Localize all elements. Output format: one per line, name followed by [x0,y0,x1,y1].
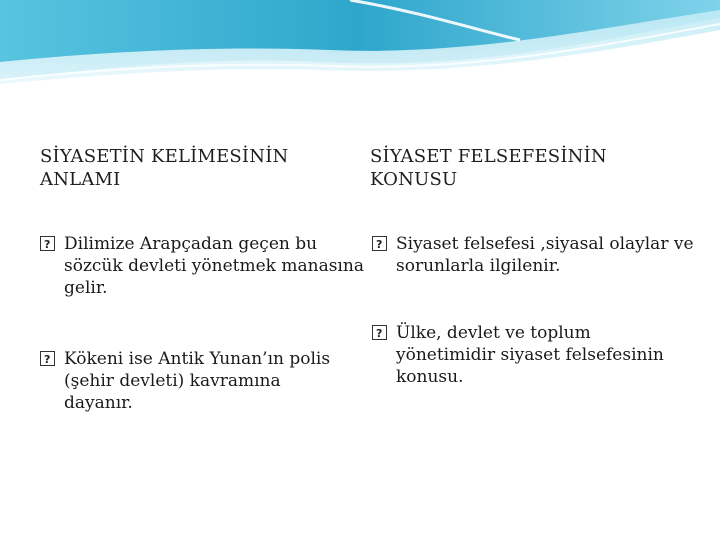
right-bullet-1 [372,233,716,277]
left-bullet-2 [40,348,344,414]
bullet-box-icon [372,325,387,340]
left-bullet-1-text: Dilimize Arapçadan geçen bu sözcük devleti yönetmek manasına gelir. [64,234,364,298]
left-bullet-2-text: Kökeni ise Antik Yunan’ın polis (şehir devleti) kavramına dayanır. [64,349,331,413]
header-wave-decoration [0,0,720,90]
right-bullet-1-text: Siyaset felsefesi ,siyasal olaylar ve sorunlarla ilgilenir. [396,234,694,276]
left-heading: SİYASETİN KELİMESİNİN ANLAMI [40,146,289,190]
left-bullet-1 [40,233,374,299]
right-column [370,145,700,191]
bullet-box-icon [40,236,55,251]
left-column [40,145,350,191]
right-heading: SİYASET FELSEFESİNİN KONUSU [370,146,607,190]
right-bullet-2 [372,322,666,388]
bullet-box-icon [40,351,55,366]
right-bullet-2-text: Ülke, devlet ve toplum yönetimidir siyaset felsefesinin konusu. [396,323,664,387]
bullet-box-icon [372,236,387,251]
